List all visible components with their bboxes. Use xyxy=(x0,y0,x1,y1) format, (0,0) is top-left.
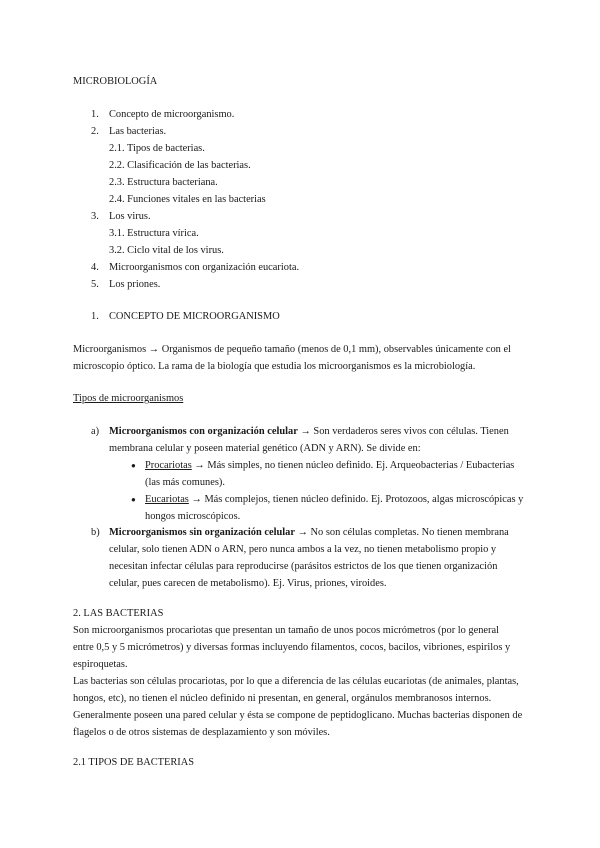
toc-subitem: 2.4. Funciones vitales en las bacterias xyxy=(109,194,266,205)
list-item-line xyxy=(109,524,509,541)
section-heading: CONCEPTO DE MICROORGANISMO xyxy=(109,311,280,322)
paragraph-line: hongos, etc), no tienen el núcleo definido ni presentan, en general, orgánulos membranosos internos. xyxy=(73,693,492,704)
subheading xyxy=(73,390,183,407)
bullet-icon: ● xyxy=(131,495,136,504)
bullet-text: → Más complejos, tienen núcleo definido. Ej. Protozoos, algas microscópicas y xyxy=(188,494,524,505)
toc-number: 2. xyxy=(91,126,99,137)
bullet-line xyxy=(145,491,523,508)
toc-number: 3. xyxy=(91,211,99,222)
toc-item: Los virus. xyxy=(109,211,151,222)
list-item-line: membrana celular y poseen material genético (ADN y ARN). Se divide en: xyxy=(109,443,421,454)
toc-item: Microorganismos con organización eucariota. xyxy=(109,262,300,273)
paragraph-line: flagelos o de otros sistemas de desplazamiento y son móviles. xyxy=(73,727,330,738)
toc-number: 1. xyxy=(91,109,99,120)
paragraph-line: Son microorganismos procariotas que presentan un tamaño de unos pocos micrómetros (por lo general xyxy=(73,625,500,636)
bullet-line: (las más comunes). xyxy=(145,477,225,488)
toc-subitem: 2.3. Estructura bacteriana. xyxy=(109,177,218,188)
toc-number: 5. xyxy=(91,279,99,290)
toc-subitem: 3.1. Estructura vírica. xyxy=(109,228,199,239)
paragraph-line: Microorganismos → Organismos de pequeño tamaño (menos de 0,1 mm), observables únicamente con el xyxy=(73,344,511,355)
bullet-line: hongos microscópicos. xyxy=(145,511,241,522)
list-item-line: celular, solo tienen ADN o ARN, pero nunca ambos a la vez, no tienen metabolismo propio y xyxy=(109,544,497,555)
list-item-line xyxy=(109,423,509,440)
document-title: MICROBIOLOGÍA xyxy=(73,76,158,87)
toc-subitem: 3.2. Ciclo vital de los virus. xyxy=(109,245,224,256)
list-marker: a) xyxy=(91,426,100,437)
paragraph-line: microscopio óptico. La rama de la biología que estudia los microorganismos es la microbiología. xyxy=(73,361,476,372)
toc-subitem: 2.1. Tipos de bacterias. xyxy=(109,143,205,154)
toc-subitem: 2.2. Clasificación de las bacterias. xyxy=(109,160,251,171)
toc-number: 4. xyxy=(91,262,99,273)
bullet-text: → Más simples, no tienen núcleo definido. Ej. Arqueobacterias / Eubacterias xyxy=(191,460,515,471)
subheading-text: Tipos de microorganismos xyxy=(73,393,184,404)
paragraph-line: Generalmente poseen una pared celular y ésta se compone de peptidoglicano. Muchas bacterias disponen de xyxy=(73,710,523,721)
paragraph-line: Las bacterias son células procariotas, por lo que a diferencia de las células eucariotas (de animales, plantas, xyxy=(73,676,519,687)
bullet-icon: ● xyxy=(131,461,136,470)
section-heading: 2. LAS BACTERIAS xyxy=(73,608,164,619)
bold-term: Microorganismos con organización celular xyxy=(109,426,298,437)
bold-term: Microorganismos sin organización celular xyxy=(109,527,295,538)
section-heading: 2.1 TIPOS DE BACTERIAS xyxy=(73,757,195,768)
paragraph-line: entre 0,5 y 5 micrómetros) y diversas formas incluyendo filamentos, cocos, bacilos, vibriones, espirilos y xyxy=(73,642,511,653)
list-item-text: → No son células completas. No tienen membrana xyxy=(294,527,509,538)
toc-item: Las bacterias. xyxy=(109,126,167,137)
paragraph-line: espiroquetas. xyxy=(73,659,128,670)
list-item-line: necesitan infectar células para reproducirse (parásitos estrictos de los que tienen organización xyxy=(109,561,498,572)
toc-item: Los priones. xyxy=(109,279,161,290)
section-number: 1. xyxy=(91,311,99,322)
bullet-line xyxy=(145,457,514,474)
toc-item: Concepto de microorganismo. xyxy=(109,109,235,120)
bullet-term: Procariotas xyxy=(145,460,192,471)
list-item-text: → Son verdaderos seres vivos con células. Tienen xyxy=(297,426,509,437)
list-marker: b) xyxy=(91,527,100,538)
bullet-term: Eucariotas xyxy=(145,494,189,505)
list-item-line: celular, pues carecen de metabolismo). Ej. Virus, priones, viroides. xyxy=(109,578,387,589)
